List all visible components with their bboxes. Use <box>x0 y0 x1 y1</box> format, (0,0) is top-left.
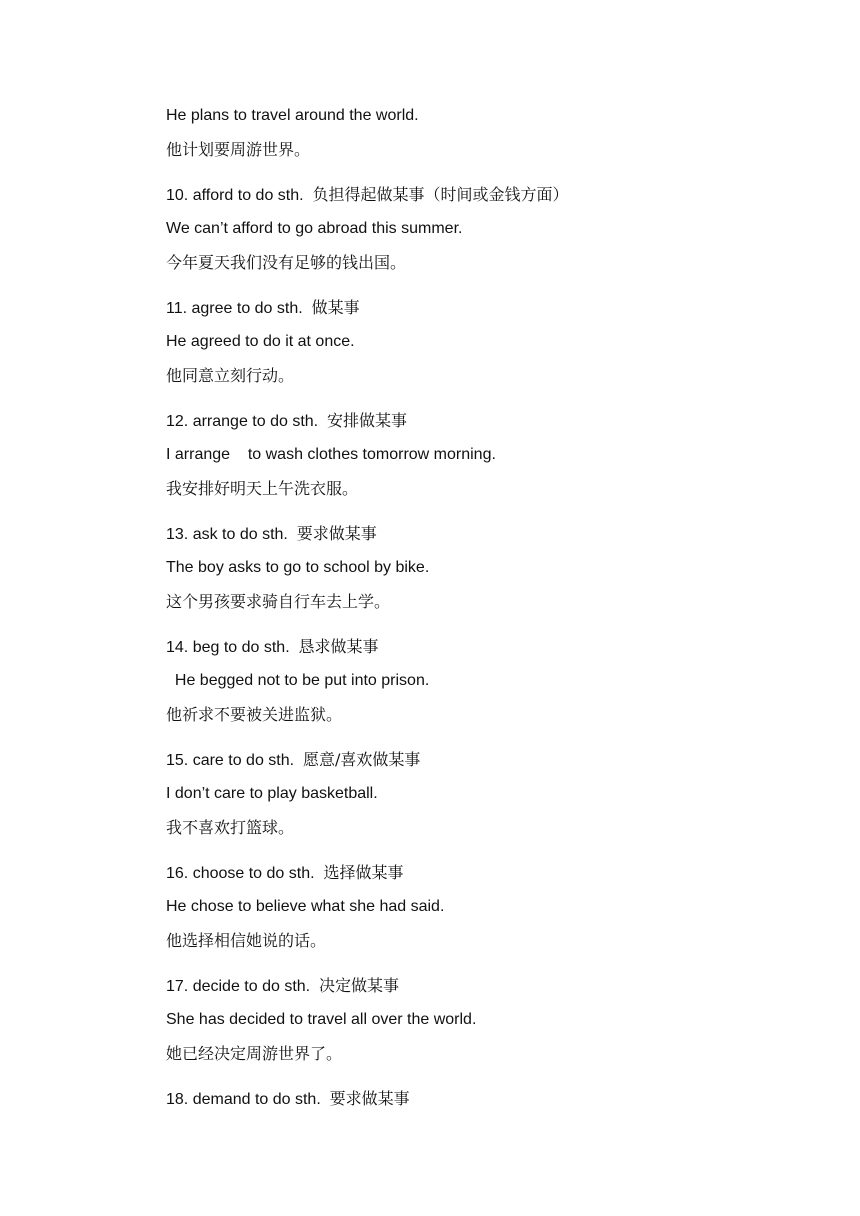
intro-example-cn: 他计划要周游世界。 <box>166 140 311 159</box>
entry-heading-en: 15. care to do sth. <box>166 752 295 769</box>
entry-example-cn: 我不喜欢打篮球。 <box>166 818 295 837</box>
entry-example-en: We can’t afford to go abroad this summer. <box>166 220 463 237</box>
entry-example-en: I arrange to wash clothes tomorrow morning. <box>166 446 496 463</box>
entry-heading-en: 18. demand to do sth. <box>166 1091 321 1108</box>
entry-heading-en: 16. choose to do sth. <box>166 865 315 882</box>
entry-heading <box>166 973 806 1007</box>
entry-heading-cn: 安排做某事 <box>327 411 408 430</box>
entry-example-en: She has decided to travel all over the world. <box>166 1011 477 1028</box>
entry-heading <box>166 747 806 781</box>
entry-heading-en: 13. ask to do sth. <box>166 526 288 543</box>
entry-heading <box>166 1086 806 1120</box>
entry-heading-en: 12. arrange to do sth. <box>166 413 319 430</box>
entry-example-cn: 今年夏天我们没有足够的钱出国。 <box>166 253 407 272</box>
entry-heading-en: 17. decide to do sth. <box>166 978 311 995</box>
entry-example-en: The boy asks to go to school by bike. <box>166 559 430 576</box>
entry-example-en: He agreed to do it at once. <box>166 333 355 350</box>
entry-example-en: He begged not to be put into prison. <box>166 672 430 689</box>
entry-example-cn: 这个男孩要求骑自行车去上学。 <box>166 592 391 611</box>
entry-heading <box>166 182 806 216</box>
entry-example-cn: 他选择相信她说的话。 <box>166 931 327 950</box>
entry-heading-cn: 要求做某事 <box>329 1089 410 1108</box>
entry-heading-cn: 恳求做某事 <box>298 637 379 656</box>
entry-example-cn: 我安排好明天上午洗衣服。 <box>166 479 359 498</box>
entry-example-cn: 她已经决定周游世界了。 <box>166 1044 343 1063</box>
entry-heading-en: 10. afford to do sth. <box>166 187 304 204</box>
intro-example-en: He plans to travel around the world. <box>166 107 419 124</box>
entry-example-en: He chose to believe what she had said. <box>166 898 445 915</box>
entry-heading-cn: 要求做某事 <box>296 524 377 543</box>
entry-heading <box>166 295 806 329</box>
entry-heading <box>166 408 806 442</box>
entry-example-cn: 他祈求不要被关进监狱。 <box>166 705 343 724</box>
entry-heading <box>166 860 806 894</box>
entry-heading-cn: 做某事 <box>311 298 360 317</box>
entry-example-en: I don’t care to play basketball. <box>166 785 378 802</box>
entry-heading-cn: 愿意/喜欢做某事 <box>302 750 421 769</box>
entry-heading-cn: 负担得起做某事（时间或金钱方面） <box>312 185 569 204</box>
entry-heading-en: 11. agree to do sth. <box>166 300 303 317</box>
entry-heading <box>166 634 806 668</box>
entry-heading <box>166 521 806 555</box>
entry-heading-cn: 决定做某事 <box>319 976 400 995</box>
entry-example-cn: 他同意立刻行动。 <box>166 366 295 385</box>
entry-heading-en: 14. beg to do sth. <box>166 639 290 656</box>
entry-heading-cn: 选择做某事 <box>323 863 404 882</box>
document-page <box>166 103 806 1120</box>
